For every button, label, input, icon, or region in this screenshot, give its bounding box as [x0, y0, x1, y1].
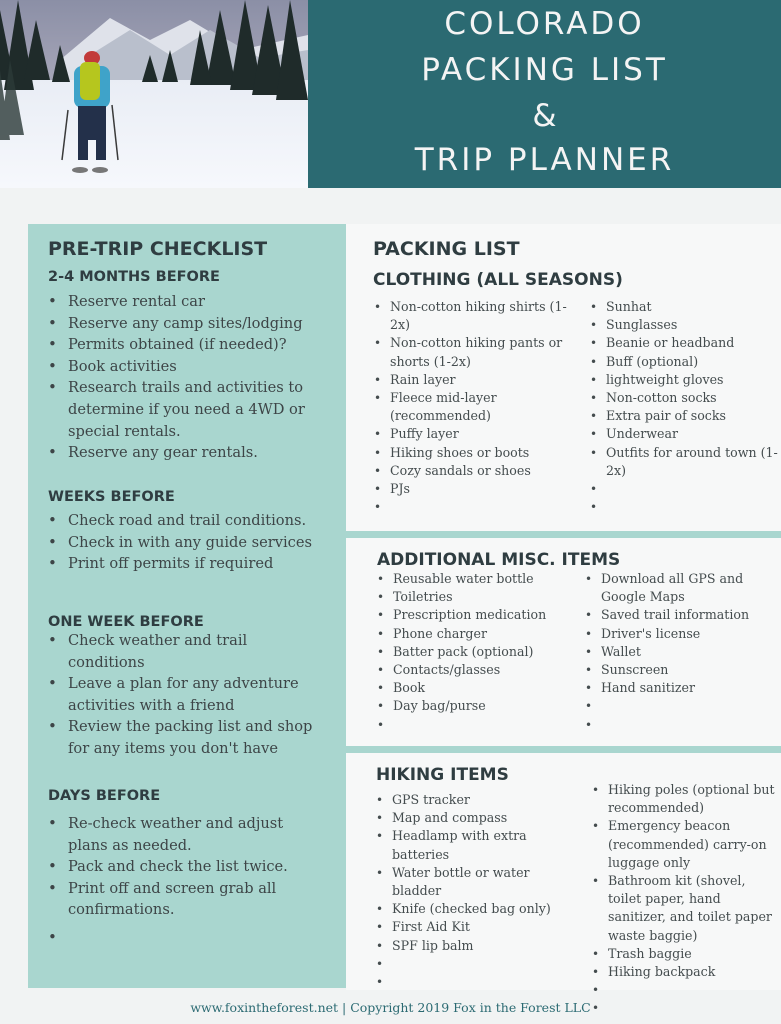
list-item: • Saved trail information	[585, 606, 770, 624]
divider	[346, 531, 781, 538]
list-item: • Bathroom kit (shovel, toilet paper, hand sanitizer, and toilet paper waste baggie)	[592, 872, 781, 945]
list-item: • Emergency beacon (recommended) carry-on luggage only	[592, 817, 781, 872]
list-item: • Trash baggie	[592, 945, 781, 963]
list-item: • Leave a plan for any adventure activities with a friend	[48, 673, 318, 716]
section-heading-weeks-before: WEEKS BEFORE	[48, 489, 175, 505]
list-item	[376, 973, 566, 991]
list-item: • Hiking backpack	[592, 963, 781, 981]
list-item	[592, 981, 781, 999]
misc-heading: ADDITIONAL MISC. ITEMS	[377, 550, 621, 570]
list-item: • Permits obtained (if needed)?	[48, 334, 338, 356]
list-item	[585, 716, 770, 734]
list-item: • Reserve any camp sites/lodging	[48, 313, 338, 335]
list-item: • Check in with any guide services	[48, 532, 338, 554]
list-item: • Knife (checked bag only)	[376, 900, 566, 918]
title-line-2: PACKING LIST	[421, 52, 668, 88]
list-item	[590, 480, 780, 498]
pretrip-title: PRE-TRIP CHECKLIST	[48, 238, 268, 260]
title-line-3: &	[532, 98, 557, 134]
list-item: • Beanie or headband	[590, 334, 780, 352]
list-item: • Sunglasses	[590, 316, 780, 334]
list-item: • Pack and check the list twice.	[48, 856, 308, 878]
list-item: • Download all GPS and Google Maps	[585, 570, 770, 606]
list-item: • Reusable water bottle	[377, 570, 577, 588]
list-item: • Day bag/purse	[377, 697, 577, 715]
list-item: • PJs	[374, 480, 574, 498]
list-item	[590, 498, 780, 516]
title-block	[308, 0, 781, 188]
clothing-list-right	[590, 298, 780, 516]
list-item: • Sunhat	[590, 298, 780, 316]
list-item: • Prescription medication	[377, 606, 577, 624]
section-heading-one-week-before: ONE WEEK BEFORE	[48, 614, 204, 630]
section-heading-2-4-months: 2-4 MONTHS BEFORE	[48, 269, 220, 285]
list-item: • Check weather and trail conditions	[48, 630, 318, 673]
title-line-1: COLORADO	[444, 6, 645, 42]
divider	[346, 746, 781, 753]
list-item	[376, 955, 566, 973]
list-item: • Fleece mid-layer (recommended)	[374, 389, 574, 425]
hiking-list-right	[592, 781, 781, 1018]
list-item: • GPS tracker	[376, 791, 566, 809]
list-weeks-before	[48, 510, 338, 575]
list-item: • First Aid Kit	[376, 918, 566, 936]
clothing-heading: CLOTHING (ALL SEASONS)	[373, 270, 623, 290]
list-item: • Extra pair of socks	[590, 407, 780, 425]
list-item: • Puffy layer	[374, 425, 574, 443]
list-item: • Non-cotton socks	[590, 389, 780, 407]
list-one-week-before	[48, 630, 318, 760]
list-item: • Book activities	[48, 356, 338, 378]
list-item: • Non-cotton hiking pants or shorts (1-2x)	[374, 334, 574, 370]
list-item: • Outfits for around town (1-2x)	[590, 444, 780, 480]
list-item: • Print off and screen grab all confirmations.	[48, 878, 308, 921]
list-item: • Driver's license	[585, 625, 770, 643]
list-2-4-months	[48, 291, 338, 464]
list-item	[374, 498, 574, 516]
list-item: • Contacts/glasses	[377, 661, 577, 679]
list-item: • Water bottle or water bladder	[376, 864, 566, 900]
list-item: • Underwear	[590, 425, 780, 443]
list-item: • Hiking shoes or boots	[374, 444, 574, 462]
footer-text: www.foxintheforest.net | Copyright 2019 Fox in the Forest LLC	[190, 1000, 591, 1015]
list-item: • Research trails and activities to determine if you need a 4WD or special rentals.	[48, 377, 338, 442]
header-photo	[0, 0, 308, 188]
list-item	[377, 716, 577, 734]
misc-list-left	[377, 570, 577, 734]
list-item: • Book	[377, 679, 577, 697]
list-item: • SPF lip balm	[376, 937, 566, 955]
list-item: • Phone charger	[377, 625, 577, 643]
list-item: • Map and compass	[376, 809, 566, 827]
list-item: • Wallet	[585, 643, 770, 661]
section-heading-days-before: DAYS BEFORE	[48, 788, 161, 804]
list-item: • Reserve rental car	[48, 291, 338, 313]
list-item	[585, 697, 770, 715]
list-item: • Toiletries	[377, 588, 577, 606]
list-item: • Check road and trail conditions.	[48, 510, 338, 532]
hiking-list-left	[376, 791, 566, 991]
hiking-heading: HIKING ITEMS	[376, 765, 509, 785]
list-item: • Reserve any gear rentals.	[48, 442, 338, 464]
list-days-before	[48, 813, 308, 927]
list-item: • Print off permits if required	[48, 553, 338, 575]
list-item: • Re-check weather and adjust plans as needed.	[48, 813, 308, 856]
misc-list-right	[585, 570, 770, 734]
list-item: • Hand sanitizer	[585, 679, 770, 697]
packing-title: PACKING LIST	[373, 238, 520, 260]
list-item: • Buff (optional)	[590, 353, 780, 371]
list-item: • Non-cotton hiking shirts (1-2x)	[374, 298, 574, 334]
title-line-4: TRIP PLANNER	[414, 142, 675, 178]
list-item: • Review the packing list and shop for any items you don't have	[48, 716, 318, 759]
list-item: • lightweight gloves	[590, 371, 780, 389]
clothing-list-left	[374, 298, 574, 516]
list-item: • Cozy sandals or shoes	[374, 462, 574, 480]
list-item: • Sunscreen	[585, 661, 770, 679]
list-item: • Batter pack (optional)	[377, 643, 577, 661]
list-item: • Rain layer	[374, 371, 574, 389]
list-item: • Headlamp with extra batteries	[376, 827, 566, 863]
list-item: • Hiking poles (optional but recommended)	[592, 781, 781, 817]
